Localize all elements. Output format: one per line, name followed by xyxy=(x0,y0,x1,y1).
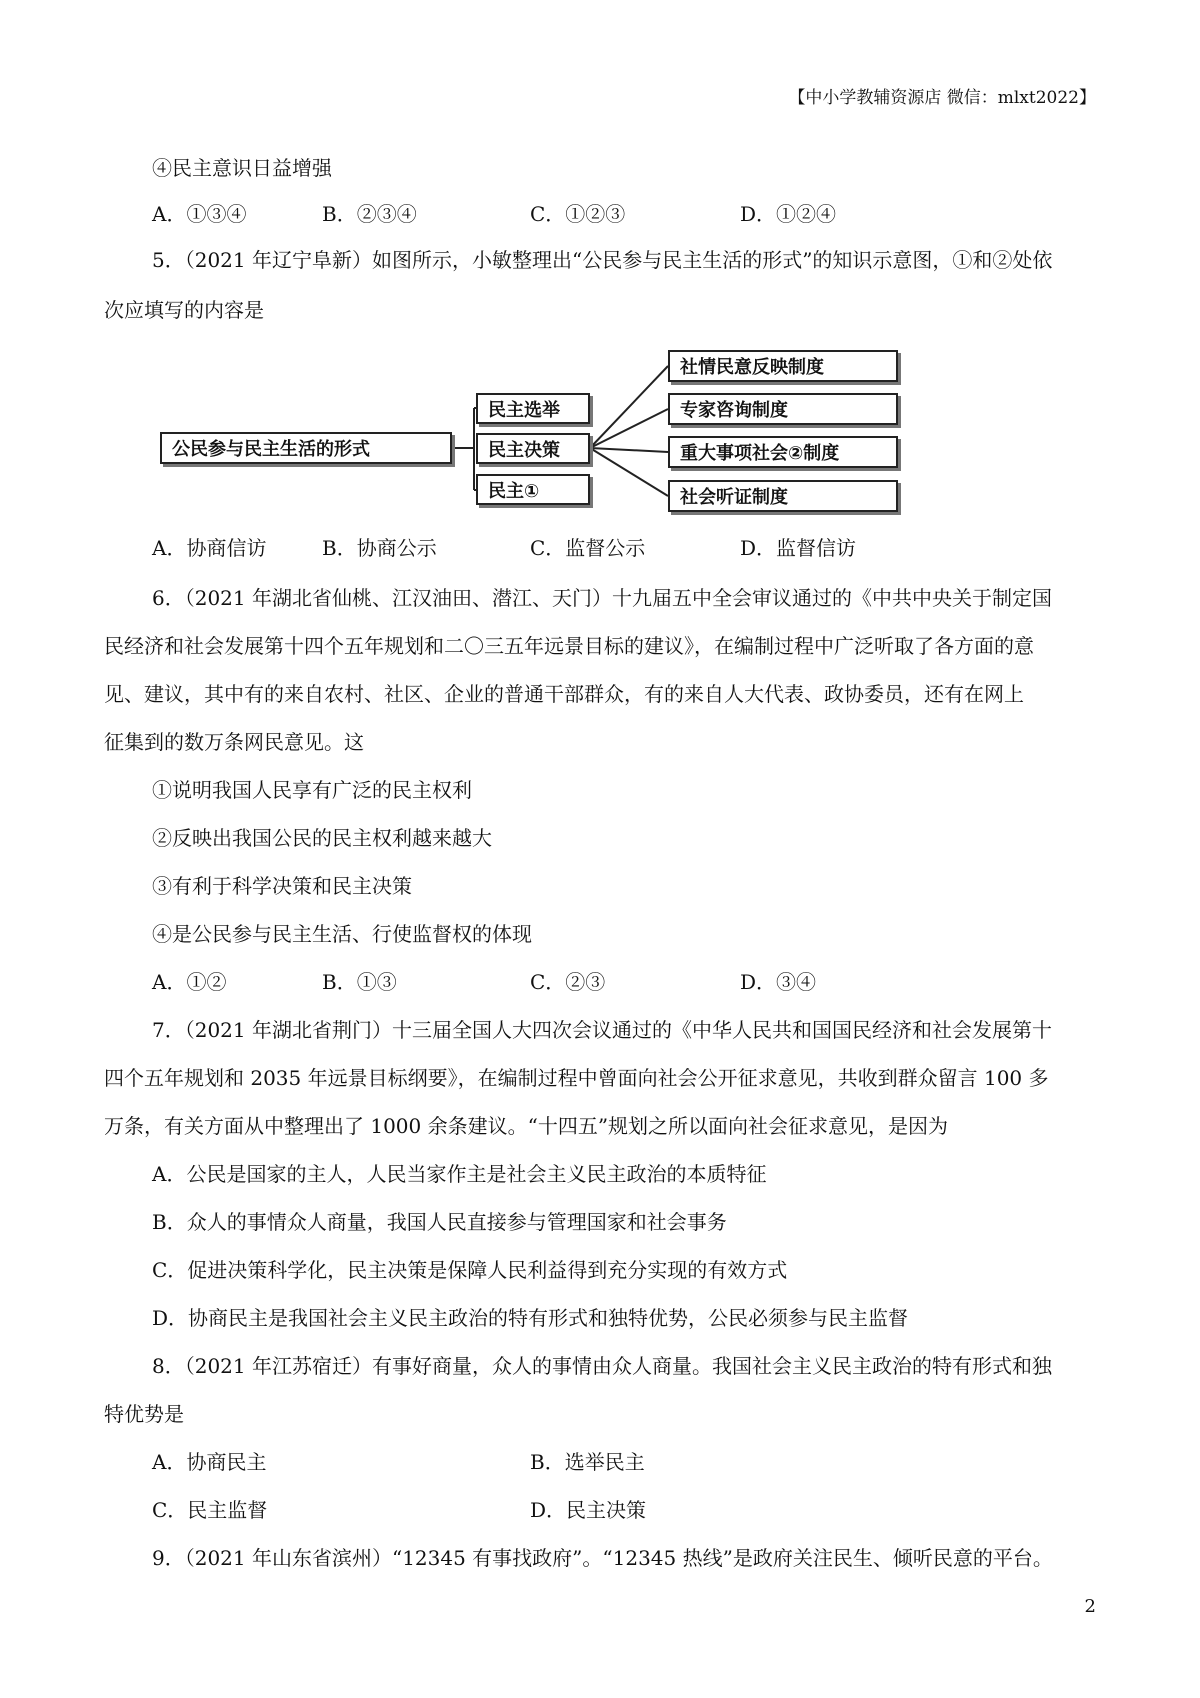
q4-option-d: D．①②④ xyxy=(740,202,837,226)
diagram-box-expert-consult: 专家咨询制度 xyxy=(668,393,898,425)
q6-option-c: C．②③ xyxy=(530,970,606,994)
q6-option-b: B．①③ xyxy=(322,970,397,994)
q5-stem-line2: 次应填写的内容是 xyxy=(104,298,264,322)
q8-option-c: C．民主监督 xyxy=(152,1498,268,1522)
q6-item-4: ④是公民参与民主生活、行使监督权的体现 xyxy=(152,922,532,946)
diagram-box-hearing: 社会听证制度 xyxy=(668,480,898,512)
q5-stem-line1: 5．（2021 年辽宁阜新）如图所示，小敏整理出“公民参与民主生活的形式”的知识示意图，①和②处依 xyxy=(152,248,1053,272)
diagram-box-blank-2: 重大事项社会②制度 xyxy=(668,436,898,468)
q8-stem-line1: 8．（2021 年江苏宿迁）有事好商量，众人的事情由众人商量。我国社会主义民主政治的特有形式和独 xyxy=(152,1354,1052,1378)
q4-option-c: C．①②③ xyxy=(530,202,626,226)
q8-stem-line2: 特优势是 xyxy=(104,1402,184,1426)
q7-stem-line3: 万条，有关方面从中整理出了 1000 余条建议。“十四五”规划之所以面向社会征求意见，是因为 xyxy=(104,1114,949,1138)
q8-option-b: B．选举民主 xyxy=(530,1450,645,1474)
diagram-box-decision: 民主决策 xyxy=(476,433,590,464)
diagram-root-box: 公民参与民主生活的形式 xyxy=(160,432,452,464)
q4-item-4: ④民主意识日益增强 xyxy=(152,156,332,180)
header-note: 【中小学教辅资源店 微信：mlxt2022】 xyxy=(788,88,1096,108)
q6-item-2: ②反映出我国公民的民主权利越来越大 xyxy=(152,826,492,850)
q6-item-3: ③有利于科学决策和民主决策 xyxy=(152,874,412,898)
diagram-box-public-opinion: 社情民意反映制度 xyxy=(668,350,898,382)
q6-stem-line2: 民经济和社会发展第十四个五年规划和二〇三五年远景目标的建议》，在编制过程中广泛听取了各方面的意 xyxy=(104,634,1034,658)
q7-option-c: C．促进决策科学化，民主决策是保障人民利益得到充分实现的有效方式 xyxy=(152,1258,788,1282)
q5-option-a: A．协商信访 xyxy=(152,536,267,560)
diagram-connectors xyxy=(0,0,1200,560)
q8-option-d: D．民主决策 xyxy=(530,1498,647,1522)
q7-option-d: D．协商民主是我国社会主义民主政治的特有形式和独特优势，公民必须参与民主监督 xyxy=(152,1306,909,1330)
diagram-box-election: 民主选举 xyxy=(476,393,590,424)
q6-option-d: D．③④ xyxy=(740,970,817,994)
q6-stem-line3: 见、建议，其中有的来自农村、社区、企业的普通干部群众，有的来自人大代表、政协委员，还有在网上 xyxy=(104,682,1024,706)
q6-stem-line1: 6．（2021 年湖北省仙桃、江汉油田、潜江、天门）十九届五中全会审议通过的《中共中央关于制定国 xyxy=(152,586,1052,610)
q5-option-d: D．监督信访 xyxy=(740,536,857,560)
q6-item-1: ①说明我国人民享有广泛的民主权利 xyxy=(152,778,472,802)
q5-option-b: B．协商公示 xyxy=(322,536,437,560)
diagram-box-blank-1: 民主① xyxy=(476,474,590,505)
q7-option-b: B．众人的事情众人商量，我国人民直接参与管理国家和社会事务 xyxy=(152,1210,727,1234)
q7-option-a: A．公民是国家的主人，人民当家作主是社会主义民主政治的本质特征 xyxy=(152,1162,767,1186)
q5-option-c: C．监督公示 xyxy=(530,536,646,560)
q9-stem-line1: 9．（2021 年山东省滨州）“12345 有事找政府”。“12345 热线”是政府关注民生、倾听民意的平台。 xyxy=(152,1546,1053,1570)
q6-option-a: A．①② xyxy=(152,970,227,994)
page-number: 2 xyxy=(1084,1596,1096,1617)
q8-option-a: A．协商民主 xyxy=(152,1450,267,1474)
q7-stem-line1: 7．（2021 年湖北省荆门）十三届全国人大四次会议通过的《中华人民共和国国民经济和社会发展第十 xyxy=(152,1018,1052,1042)
q4-option-b: B．②③④ xyxy=(322,202,417,226)
q7-stem-line2: 四个五年规划和 2035 年远景目标纲要》，在编制过程中曾面向社会公开征求意见，共收到群众留言 100 多 xyxy=(104,1066,1049,1090)
q6-stem-line4: 征集到的数万条网民意见。这 xyxy=(104,730,364,754)
q4-option-a: A．①③④ xyxy=(152,202,247,226)
